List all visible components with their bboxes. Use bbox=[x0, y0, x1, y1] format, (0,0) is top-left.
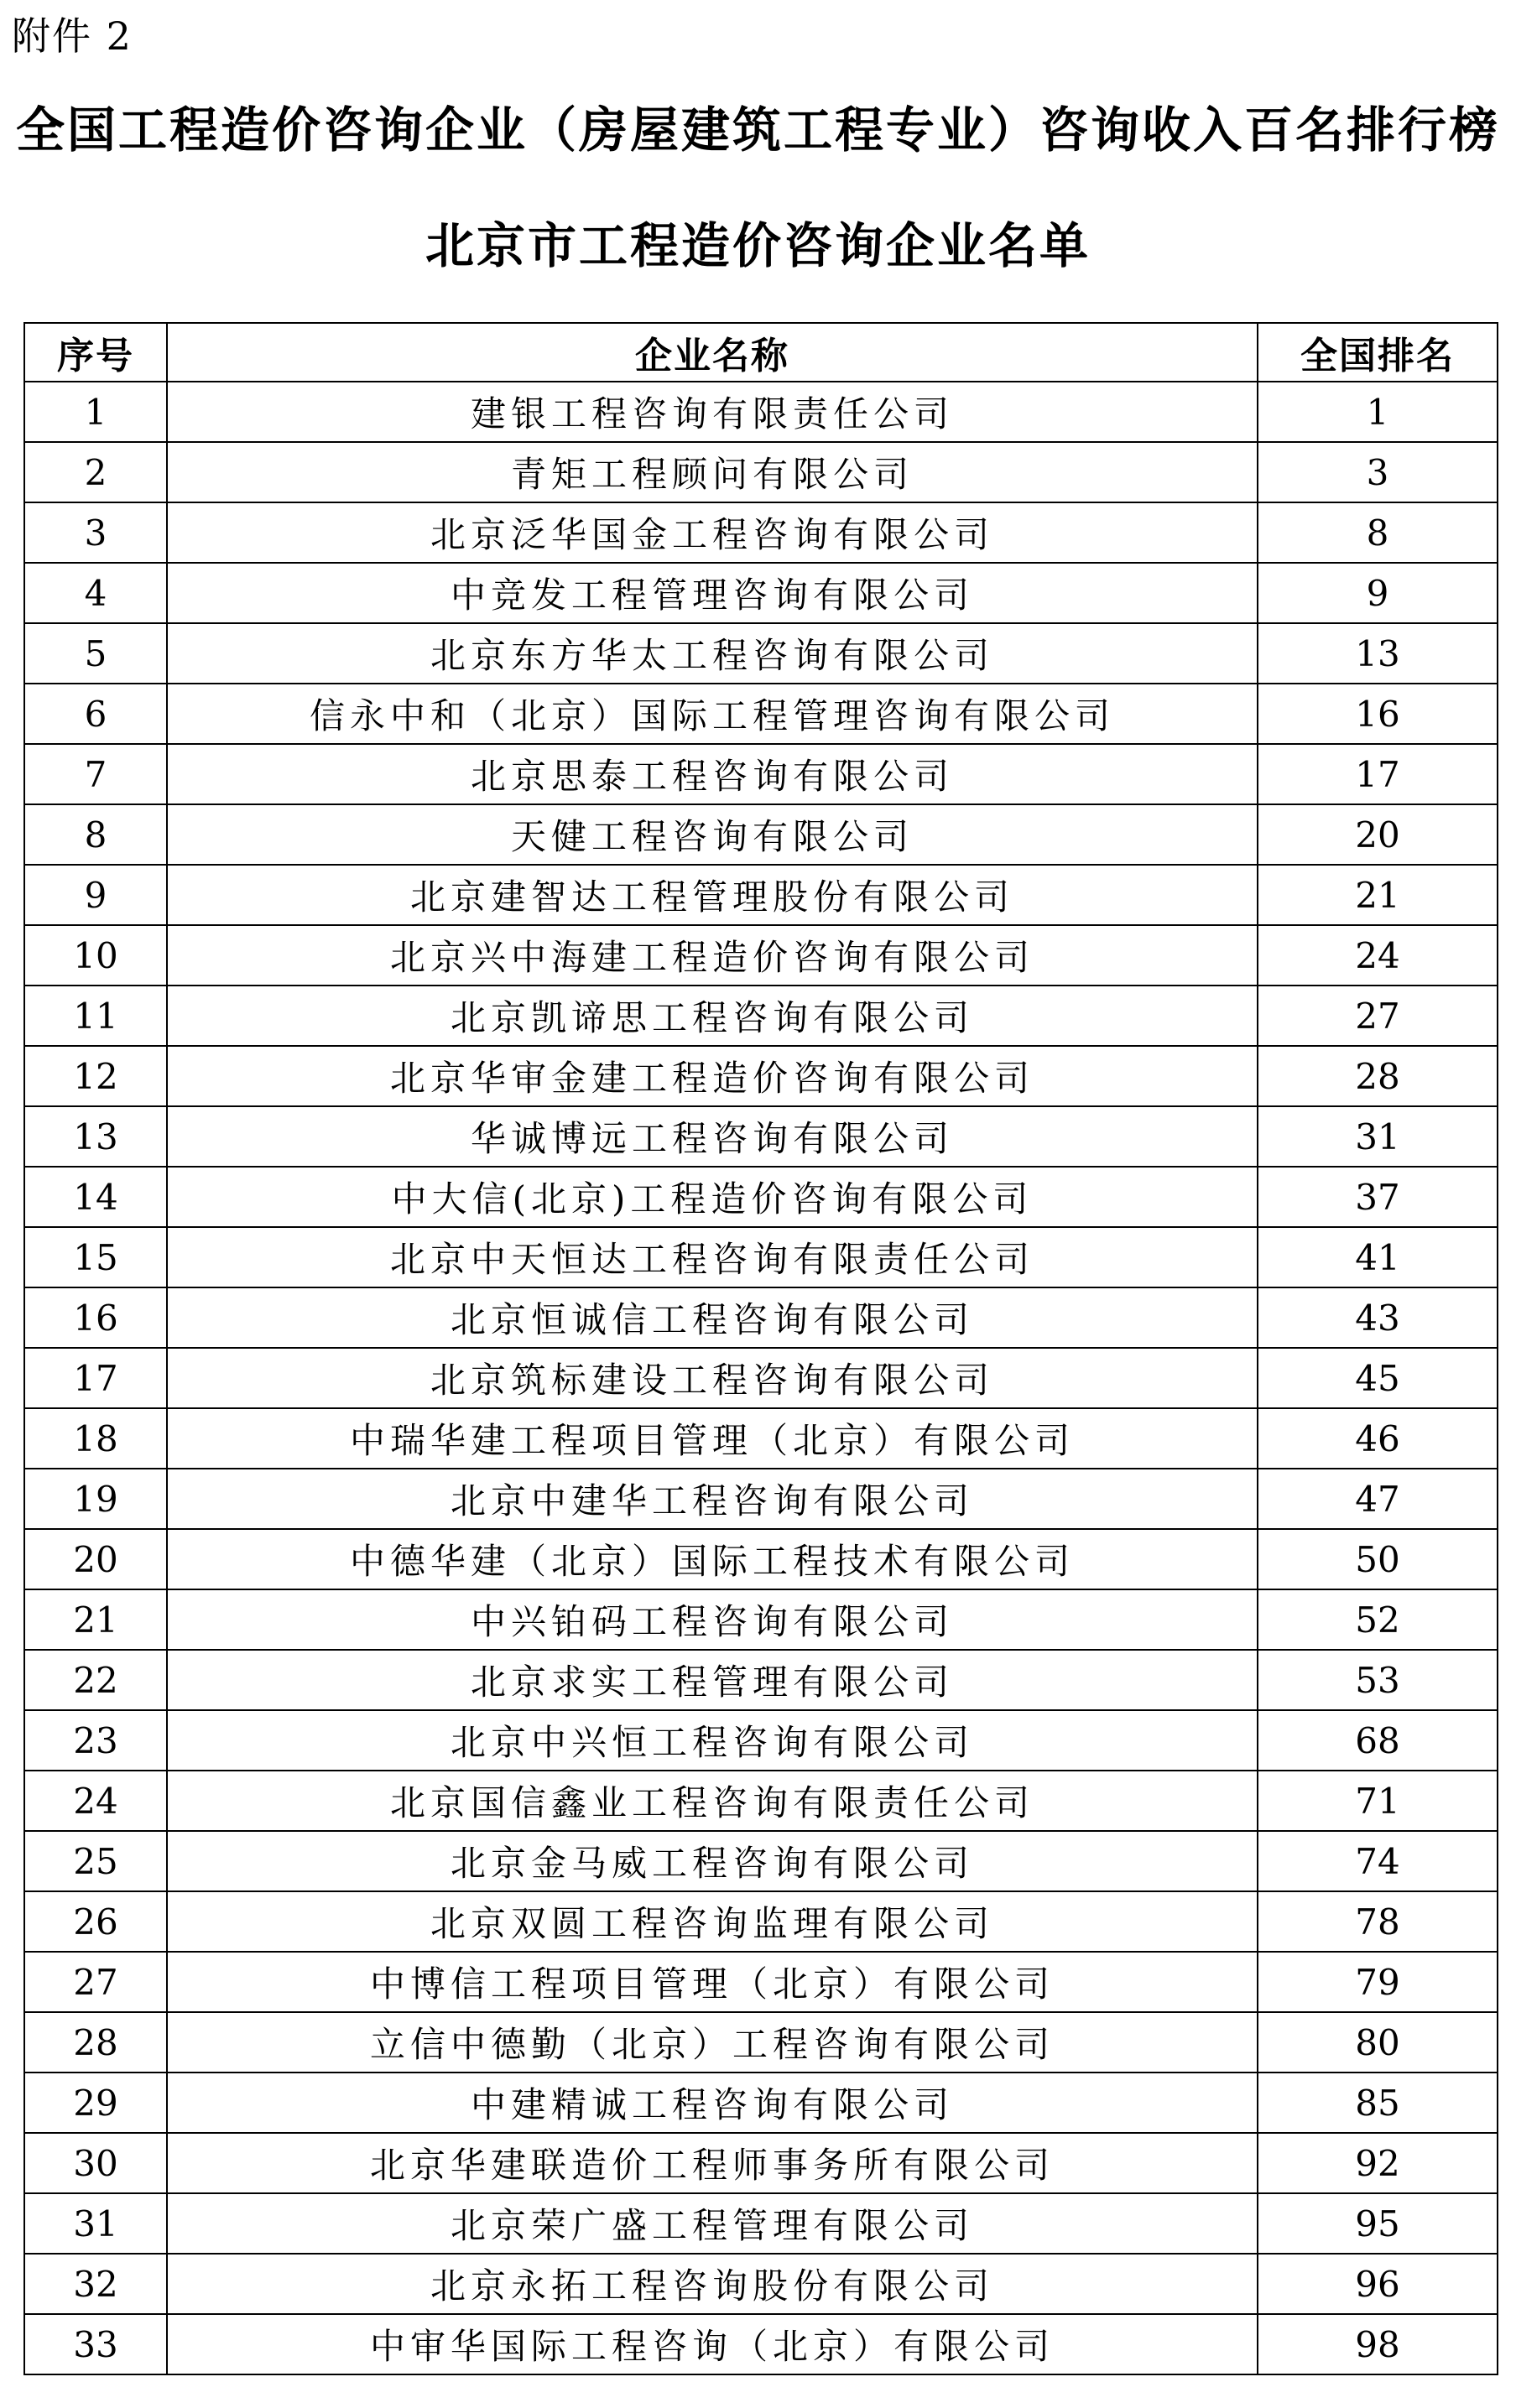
row-national-rank: 20 bbox=[1258, 804, 1498, 865]
row-company-name: 中审华国际工程咨询（北京）有限公司 bbox=[167, 2314, 1258, 2374]
table-row bbox=[24, 1287, 1498, 1348]
row-national-rank: 43 bbox=[1258, 1287, 1498, 1348]
row-company-name: 北京恒诚信工程咨询有限公司 bbox=[167, 1287, 1258, 1348]
row-company-name: 中建精诚工程咨询有限公司 bbox=[167, 2073, 1258, 2133]
table-row bbox=[24, 1710, 1498, 1771]
row-serial-number: 21 bbox=[24, 1589, 167, 1650]
row-company-name: 华诚博远工程咨询有限公司 bbox=[167, 1106, 1258, 1167]
row-company-name: 北京中兴恒工程咨询有限公司 bbox=[167, 1710, 1258, 1771]
document-subtitle: 北京市工程造价咨询企业名单 bbox=[425, 217, 1091, 274]
row-serial-number: 9 bbox=[24, 865, 167, 925]
table-header-row bbox=[24, 323, 1498, 382]
table-row bbox=[24, 382, 1498, 442]
row-company-name: 北京华审金建工程造价咨询有限公司 bbox=[167, 1046, 1258, 1106]
row-company-name: 北京双圆工程咨询监理有限公司 bbox=[167, 1891, 1258, 1952]
row-company-name: 天健工程咨询有限公司 bbox=[167, 804, 1258, 865]
row-national-rank: 79 bbox=[1258, 1952, 1498, 2012]
row-serial-number: 2 bbox=[24, 442, 167, 502]
row-serial-number: 20 bbox=[24, 1529, 167, 1589]
row-national-rank: 98 bbox=[1258, 2314, 1498, 2374]
row-company-name: 北京永拓工程咨询股份有限公司 bbox=[167, 2254, 1258, 2314]
row-company-name: 中德华建（北京）国际工程技术有限公司 bbox=[167, 1529, 1258, 1589]
row-national-rank: 68 bbox=[1258, 1710, 1498, 1771]
table-row bbox=[24, 1046, 1498, 1106]
row-serial-number: 24 bbox=[24, 1771, 167, 1831]
table-row bbox=[24, 925, 1498, 986]
row-company-name: 中竞发工程管理咨询有限公司 bbox=[167, 563, 1258, 623]
row-company-name: 北京建智达工程管理股份有限公司 bbox=[167, 865, 1258, 925]
table-row bbox=[24, 2193, 1498, 2254]
row-national-rank: 21 bbox=[1258, 865, 1498, 925]
row-serial-number: 15 bbox=[24, 1227, 167, 1287]
row-national-rank: 96 bbox=[1258, 2254, 1498, 2314]
row-serial-number: 16 bbox=[24, 1287, 167, 1348]
row-company-name: 北京求实工程管理有限公司 bbox=[167, 1650, 1258, 1710]
table-row bbox=[24, 1469, 1498, 1529]
table-row bbox=[24, 744, 1498, 804]
row-national-rank: 52 bbox=[1258, 1589, 1498, 1650]
header-national-rank: 全国排名 bbox=[1258, 323, 1498, 382]
row-serial-number: 30 bbox=[24, 2133, 167, 2193]
row-national-rank: 71 bbox=[1258, 1771, 1498, 1831]
table-row bbox=[24, 1348, 1498, 1408]
table-row bbox=[24, 865, 1498, 925]
row-serial-number: 29 bbox=[24, 2073, 167, 2133]
row-national-rank: 8 bbox=[1258, 502, 1498, 563]
row-national-rank: 24 bbox=[1258, 925, 1498, 986]
row-serial-number: 26 bbox=[24, 1891, 167, 1952]
row-serial-number: 33 bbox=[24, 2314, 167, 2374]
row-serial-number: 17 bbox=[24, 1348, 167, 1408]
table-row bbox=[24, 623, 1498, 684]
row-serial-number: 31 bbox=[24, 2193, 167, 2254]
row-national-rank: 53 bbox=[1258, 1650, 1498, 1710]
table-row bbox=[24, 1650, 1498, 1710]
row-serial-number: 4 bbox=[24, 563, 167, 623]
row-serial-number: 27 bbox=[24, 1952, 167, 2012]
row-company-name: 中博信工程项目管理（北京）有限公司 bbox=[167, 1952, 1258, 2012]
row-company-name: 北京国信鑫业工程咨询有限责任公司 bbox=[167, 1771, 1258, 1831]
row-serial-number: 1 bbox=[24, 382, 167, 442]
row-national-rank: 3 bbox=[1258, 442, 1498, 502]
header-company-name: 企业名称 bbox=[167, 323, 1258, 382]
row-national-rank: 37 bbox=[1258, 1167, 1498, 1227]
row-serial-number: 32 bbox=[24, 2254, 167, 2314]
table-row bbox=[24, 502, 1498, 563]
row-national-rank: 31 bbox=[1258, 1106, 1498, 1167]
row-national-rank: 13 bbox=[1258, 623, 1498, 684]
company-ranking-table bbox=[23, 322, 1498, 2375]
table-row bbox=[24, 684, 1498, 744]
row-serial-number: 28 bbox=[24, 2012, 167, 2073]
row-serial-number: 10 bbox=[24, 925, 167, 986]
row-national-rank: 16 bbox=[1258, 684, 1498, 744]
table-row bbox=[24, 442, 1498, 502]
document-title: 全国工程造价咨询企业（房屋建筑工程专业）咨询收入百名排行榜 bbox=[15, 101, 1500, 159]
row-national-rank: 95 bbox=[1258, 2193, 1498, 2254]
table-row bbox=[24, 2133, 1498, 2193]
table-row bbox=[24, 2254, 1498, 2314]
table-row bbox=[24, 1106, 1498, 1167]
row-national-rank: 17 bbox=[1258, 744, 1498, 804]
row-company-name: 北京筑标建设工程咨询有限公司 bbox=[167, 1348, 1258, 1408]
row-national-rank: 74 bbox=[1258, 1831, 1498, 1891]
attachment-label: 附件 2 bbox=[12, 13, 133, 59]
row-national-rank: 78 bbox=[1258, 1891, 1498, 1952]
row-company-name: 北京兴中海建工程造价咨询有限公司 bbox=[167, 925, 1258, 986]
table-row bbox=[24, 1408, 1498, 1469]
row-national-rank: 47 bbox=[1258, 1469, 1498, 1529]
table-row bbox=[24, 986, 1498, 1046]
row-national-rank: 41 bbox=[1258, 1227, 1498, 1287]
row-company-name: 北京荣广盛工程管理有限公司 bbox=[167, 2193, 1258, 2254]
row-company-name: 北京东方华太工程咨询有限公司 bbox=[167, 623, 1258, 684]
row-company-name: 北京泛华国金工程咨询有限公司 bbox=[167, 502, 1258, 563]
row-serial-number: 23 bbox=[24, 1710, 167, 1771]
row-serial-number: 3 bbox=[24, 502, 167, 563]
table-row bbox=[24, 1529, 1498, 1589]
row-serial-number: 25 bbox=[24, 1831, 167, 1891]
row-national-rank: 50 bbox=[1258, 1529, 1498, 1589]
table-row bbox=[24, 1952, 1498, 2012]
row-serial-number: 18 bbox=[24, 1408, 167, 1469]
row-national-rank: 85 bbox=[1258, 2073, 1498, 2133]
row-serial-number: 11 bbox=[24, 986, 167, 1046]
row-company-name: 中兴铂码工程咨询有限公司 bbox=[167, 1589, 1258, 1650]
row-serial-number: 14 bbox=[24, 1167, 167, 1227]
row-company-name: 立信中德勤（北京）工程咨询有限公司 bbox=[167, 2012, 1258, 2073]
row-national-rank: 28 bbox=[1258, 1046, 1498, 1106]
table-row bbox=[24, 1831, 1498, 1891]
row-company-name: 北京金马威工程咨询有限公司 bbox=[167, 1831, 1258, 1891]
table-row bbox=[24, 1891, 1498, 1952]
row-national-rank: 80 bbox=[1258, 2012, 1498, 2073]
row-national-rank: 27 bbox=[1258, 986, 1498, 1046]
row-serial-number: 19 bbox=[24, 1469, 167, 1529]
row-national-rank: 46 bbox=[1258, 1408, 1498, 1469]
table-body bbox=[24, 382, 1498, 2374]
row-company-name: 北京中天恒达工程咨询有限责任公司 bbox=[167, 1227, 1258, 1287]
row-company-name: 北京中建华工程咨询有限公司 bbox=[167, 1469, 1258, 1529]
row-company-name: 北京华建联造价工程师事务所有限公司 bbox=[167, 2133, 1258, 2193]
row-serial-number: 12 bbox=[24, 1046, 167, 1106]
table-row bbox=[24, 1227, 1498, 1287]
row-company-name: 信永中和（北京）国际工程管理咨询有限公司 bbox=[167, 684, 1258, 744]
table-row bbox=[24, 563, 1498, 623]
table-row bbox=[24, 2073, 1498, 2133]
table-row bbox=[24, 1771, 1498, 1831]
row-serial-number: 5 bbox=[24, 623, 167, 684]
table-row bbox=[24, 2314, 1498, 2374]
row-company-name: 北京凯谛思工程咨询有限公司 bbox=[167, 986, 1258, 1046]
row-company-name: 北京思泰工程咨询有限公司 bbox=[167, 744, 1258, 804]
header-serial-number: 序号 bbox=[24, 323, 167, 382]
row-serial-number: 8 bbox=[24, 804, 167, 865]
row-serial-number: 13 bbox=[24, 1106, 167, 1167]
row-company-name: 中大信(北京)工程造价咨询有限公司 bbox=[167, 1167, 1258, 1227]
table-row bbox=[24, 1589, 1498, 1650]
row-company-name: 建银工程咨询有限责任公司 bbox=[167, 382, 1258, 442]
row-serial-number: 7 bbox=[24, 744, 167, 804]
row-company-name: 青矩工程顾问有限公司 bbox=[167, 442, 1258, 502]
row-national-rank: 9 bbox=[1258, 563, 1498, 623]
table-row bbox=[24, 1167, 1498, 1227]
row-serial-number: 6 bbox=[24, 684, 167, 744]
row-national-rank: 45 bbox=[1258, 1348, 1498, 1408]
row-company-name: 中瑞华建工程项目管理（北京）有限公司 bbox=[167, 1408, 1258, 1469]
row-serial-number: 22 bbox=[24, 1650, 167, 1710]
table-row bbox=[24, 804, 1498, 865]
table-row bbox=[24, 2012, 1498, 2073]
row-national-rank: 92 bbox=[1258, 2133, 1498, 2193]
row-national-rank: 1 bbox=[1258, 382, 1498, 442]
